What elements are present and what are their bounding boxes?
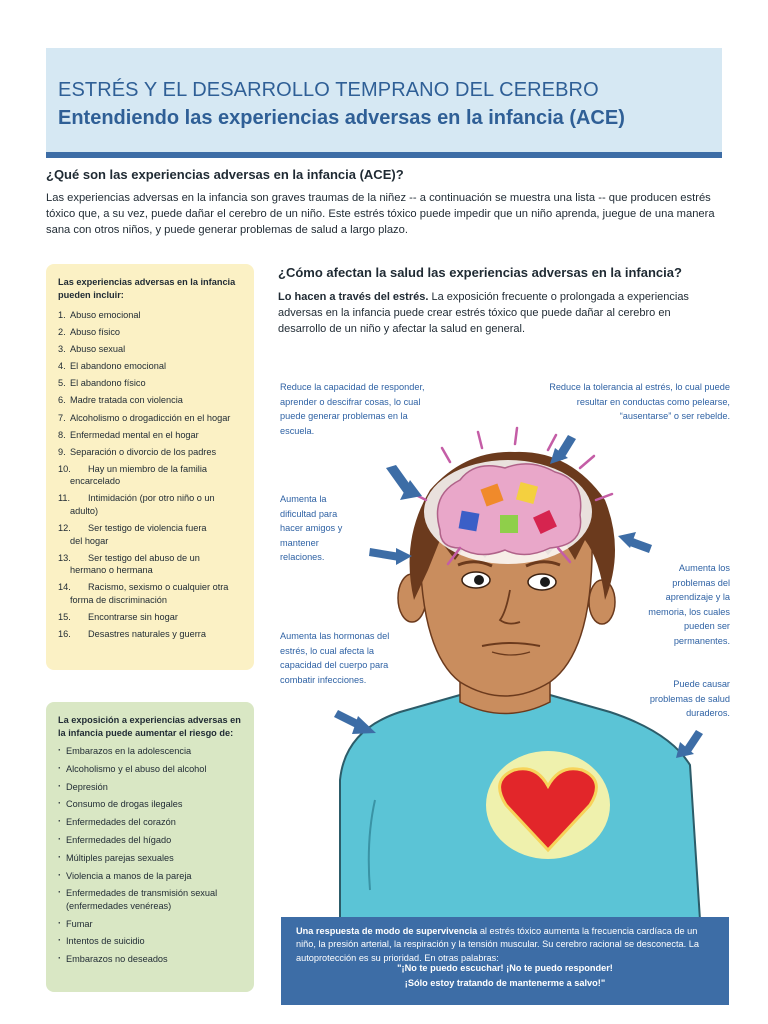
- risk-list-item: · Violencia a manos de la pareja: [58, 870, 250, 883]
- right-pupil: [540, 577, 550, 587]
- item-text: El abandono físico: [70, 378, 146, 389]
- item-number: 10.: [58, 463, 71, 474]
- survival-mode-text: [296, 925, 714, 965]
- item-text: Enfermedad mental en el hogar: [70, 429, 199, 440]
- item-number: 15.: [58, 611, 71, 622]
- item-text-continued: forma de discriminación: [70, 594, 168, 605]
- item-text: El abandono emocional: [70, 361, 167, 372]
- risk-list-item: · Fumar: [58, 918, 250, 931]
- ace-list-item: [58, 394, 248, 407]
- item-text: Intimidación (por otro niño o un: [88, 493, 215, 504]
- item-text-continued: del hogar: [70, 535, 109, 546]
- item-text: Abuso físico: [70, 327, 121, 338]
- survival-mode-body: al estrés tóxico aumenta la frecuencia cardíaca de un niño, la presión arterial, la respiración y la tensión muscular. Su cerebro racional se desconecta. La autoprotección es su prioridad. En otras palabras:: [296, 926, 699, 963]
- ace-list-item: [58, 492, 248, 517]
- risk-list: [58, 745, 250, 971]
- survival-mode-quote: [296, 961, 714, 990]
- ace-list-item: [58, 628, 248, 641]
- section-intro-paragraph: Las experiencias adversas en la infancia son graves traumas de la niñez -- a continuación se muestra una lista -- que producen estrés tóxico que, a su vez, puede dañar el cerebro de un niño. Este estrés tóxico puede impedir que un niño aprenda, juegue de una manera sana con otros niños, y puede generar problemas de salud a largo plazo.: [46, 192, 715, 236]
- callout-memory: Aumenta los problemas del aprendizaje y la memoria, los cuales pueden ser permanentes.: [648, 563, 730, 646]
- ace-list-item: [58, 611, 248, 624]
- callout-lasting-health: Puede causar problemas de salud duraderos.: [649, 679, 730, 719]
- section-2-lead: Lo hacen a través del estrés.: [278, 291, 429, 303]
- item-text-continued: hermano o hermana: [70, 565, 153, 576]
- item-text-continued: adulto): [70, 505, 99, 516]
- page-title: ESTRÉS Y EL DESARROLLO TEMPRANO DEL CEREBRO: [58, 79, 599, 101]
- ace-list-heading: Las experiencias adversas en la infancia pueden incluir:: [58, 277, 236, 300]
- item-text: Ser testigo de violencia fuera: [88, 523, 207, 534]
- risk-list-item: · Embarazos en la adolescencia: [58, 745, 250, 758]
- ace-list-item: [58, 429, 248, 442]
- ace-list-item: [58, 343, 248, 356]
- item-number: 5.: [58, 378, 66, 389]
- item-text-continued: encarcelado: [70, 476, 121, 487]
- ace-list-item: [58, 309, 248, 322]
- item-text: Desastres naturales y guerra: [88, 628, 206, 639]
- item-text: Abuso emocional: [70, 310, 141, 320]
- ace-list-item: [58, 552, 248, 577]
- page-subtitle: Entendiendo las experiencias adversas en la infancia (ACE): [58, 107, 625, 129]
- puzzle-piece-green: [500, 515, 518, 533]
- quote-line-2: ¡Sólo estoy tratando de mantenerme a salvo!": [404, 977, 606, 988]
- header-divider: [46, 152, 722, 158]
- ace-list-item: [58, 463, 248, 488]
- right-ear: [589, 580, 615, 624]
- item-number: 8.: [58, 429, 66, 440]
- item-number: 16.: [58, 628, 71, 639]
- ace-list-item: [58, 581, 248, 606]
- item-number: 12.: [58, 523, 71, 534]
- arrow-friends: [369, 548, 400, 561]
- item-number: 4.: [58, 361, 66, 372]
- item-number: 11.: [58, 493, 71, 504]
- callout-learning: Reduce la capacidad de responder, aprender o descifrar cosas, lo cual puede generar problemas en la escuela.: [280, 382, 425, 436]
- section-2-body: La exposición frecuente o prolongada a experiencias adversas en la infancia puede crear estrés tóxico que puede dañar al cerebro en desarrollo de un niño y afectar la salud en general.: [278, 291, 689, 335]
- quote-line-1: "¡No te puedo escuchar! ¡No te puedo responder!: [397, 963, 613, 973]
- survival-mode-lead: Una respuesta de modo de supervivencia: [296, 926, 478, 936]
- ace-list-item: [58, 446, 248, 459]
- callout-stress-hormones: Aumenta las hormonas del estrés, lo cual afecta la capacidad del cuerpo para combatir infecciones.: [280, 631, 390, 685]
- item-number: 6.: [58, 395, 66, 406]
- callout-stress-tolerance: Reduce la tolerancia al estrés, lo cual puede resultar en conductas como pelearse, “ausentarse” o ser rebelde.: [549, 382, 730, 422]
- item-number: 7.: [58, 412, 66, 423]
- risk-list-item: · Enfermedades del corazón: [58, 816, 250, 829]
- ace-list-item: [58, 326, 248, 339]
- callout-friendships: Aumenta la dificultad para hacer amigos y mantener relaciones.: [280, 494, 343, 563]
- section-2-paragraph: [278, 289, 718, 337]
- risk-list-item: · Enfermedades del hígado: [58, 834, 250, 847]
- ace-list-item: [58, 522, 248, 547]
- ace-list-item: [58, 360, 248, 373]
- puzzle-piece-blue: [459, 511, 480, 532]
- section-heading-how-aces-affect-health: ¿Cómo afectan la salud las experiencias adversas en la infancia?: [278, 265, 682, 280]
- item-text: Racismo, sexismo o cualquier otra: [88, 582, 229, 593]
- item-text: Alcoholismo o drogadicción en el hogar: [70, 412, 231, 423]
- item-number: 9.: [58, 446, 66, 457]
- item-number: 14.: [58, 582, 71, 593]
- section-heading-what-are-aces: ¿Qué son las experiencias adversas en la infancia (ACE)?: [46, 167, 404, 182]
- risk-list-item: · Depresión: [58, 781, 250, 794]
- risk-list-item: · Alcoholismo y el abuso del alcohol: [58, 763, 250, 776]
- item-number: 3.: [58, 344, 66, 355]
- item-text: Hay un miembro de la familia: [88, 463, 207, 474]
- ace-list-item: [58, 377, 248, 390]
- item-text: Abuso sexual: [70, 344, 126, 355]
- item-text: Ser testigo del abuso de un: [88, 552, 200, 563]
- risk-list-item: · Consumo de drogas ilegales: [58, 798, 250, 811]
- item-text: Separación o divorcio de los padres: [70, 446, 217, 457]
- ace-list: [58, 309, 248, 645]
- item-number: 1.: [58, 310, 66, 320]
- item-text: Madre tratada con violencia: [70, 395, 183, 406]
- item-number: 2.: [58, 327, 66, 338]
- item-number: 13.: [58, 552, 71, 563]
- left-pupil: [474, 575, 484, 585]
- ace-list-item: [58, 412, 248, 425]
- risk-list-item: · Enfermedades de transmisión sexual (enfermedades venéreas): [58, 887, 250, 912]
- risk-list-item: · Múltiples parejas sexuales: [58, 852, 250, 865]
- risk-list-heading: La exposición a experiencias adversas en la infancia puede aumentar el riesgo de:: [58, 715, 241, 738]
- item-text: Encontrarse sin hogar: [88, 611, 178, 622]
- risk-list-item: · Embarazos no deseados: [58, 953, 250, 966]
- risk-list-item: · Intentos de suicidio: [58, 935, 250, 948]
